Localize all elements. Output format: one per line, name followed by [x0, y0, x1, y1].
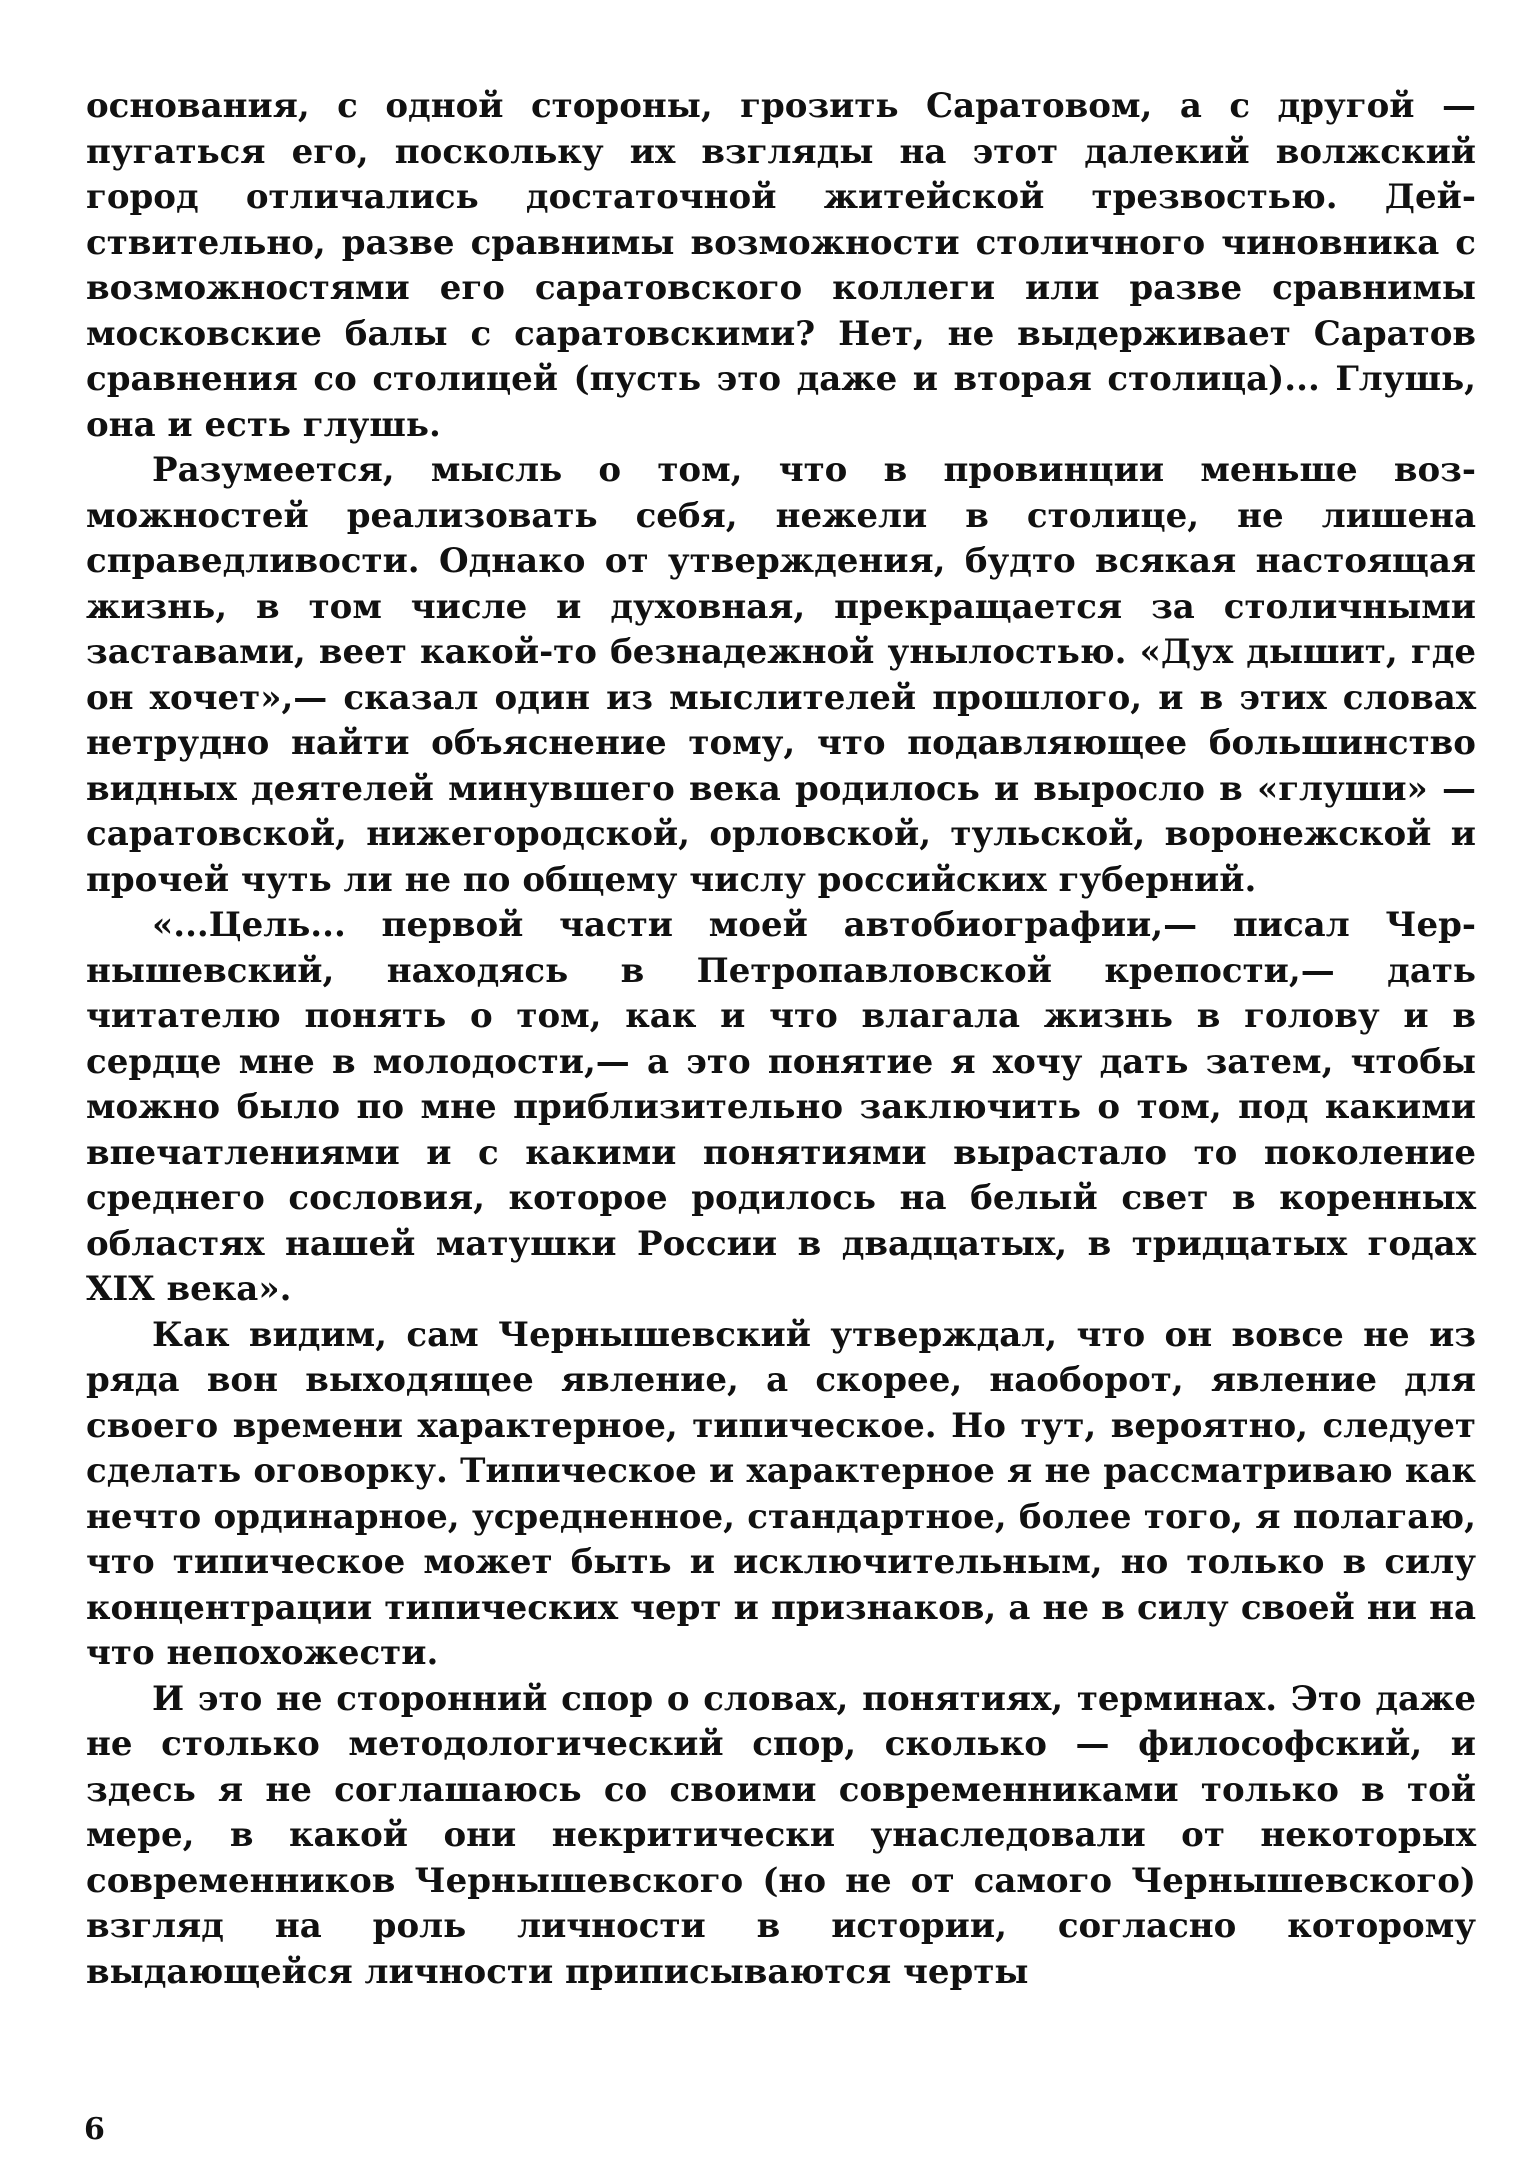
page-number: 6 — [84, 2112, 105, 2147]
paragraph-5: И это не сторонний спор о словах, понятиях, терминах. Это даже не столько методологический спор, сколько — философский, и здесь я не соглашаюсь со своими современниками только в той мере, в какой они некритически унаследовали от некоторых современников Чернышевского (но не от самого Чернышевского) взгляд на роль личности в истории, согласно которому выдающейся личности приписываются черты — [86, 1678, 1476, 1992]
paragraph-2: Разумеется, мысль о том, что в провинции меньше возможностей реализовать себя, нежели в столице, не лишена справедливости. Однако от утверждения, будто всякая настоящая жизнь, в том числе и духовная, прекращается за столичными заставами, веет какой-то безнадежной унылостью. «Дух дышит, где он хочет»,— сказал один из мыслителей прошлого, и в этих словах нетрудно найти объяснение тому, что подавляющее большинство видных деятелей минувшего века родилось и выросло в «глуши» — саратовской, нижегородской, орловской, тульской, воронежской и прочей чуть ли не по общему числу российских губерний. — [86, 450, 1476, 900]
page-body — [86, 84, 1476, 1995]
paragraph-3: «...Цель... первой части моей автобиографии,— писал Чернышевский, находясь в Петропавловской крепости,— дать читателю понять о том, как и что влагала жизнь в голову и в сердце мне в молодости,— а это понятие я хочу дать затем, чтобы можно было по мне приблизительно заключить о том, под какими впечатлениями и с какими понятиями вырастало то поколение среднего сословия, которое родилось на белый свет в коренных областях нашей матушки России в двадцатых, в тридцатых годах XIX века». — [86, 905, 1476, 1309]
paragraph-1: основания, с одной стороны, грозить Саратовом, а с другой — пугаться его, поскольку их взгляды на этот далекий волжский город отличались достаточной житейской трезвостью. Действительно, разве сравнимы возможности столичного чиновника с возможностями его саратовского коллеги или разве сравнимы московские балы с саратовскими? Нет, не выдерживает Саратов сравнения со столицей (пусть это даже и вторая столица)... Глушь, она и есть глушь. — [86, 86, 1476, 445]
paragraph-4: Как видим, сам Чернышевский утверждал, что он вовсе не из ряда вон выходящее явление, а скорее, наоборот, явление для своего времени характерное, типическое. Но тут, вероятно, следует сделать оговорку. Типическое и характерное я не рассматриваю как нечто ординарное, усредненное, стандартное, более того, я полагаю, что типическое может быть и исключительным, но только в силу концентрации типических черт и признаков, а не в силу своей ни на что непохожести. — [86, 1314, 1476, 1673]
